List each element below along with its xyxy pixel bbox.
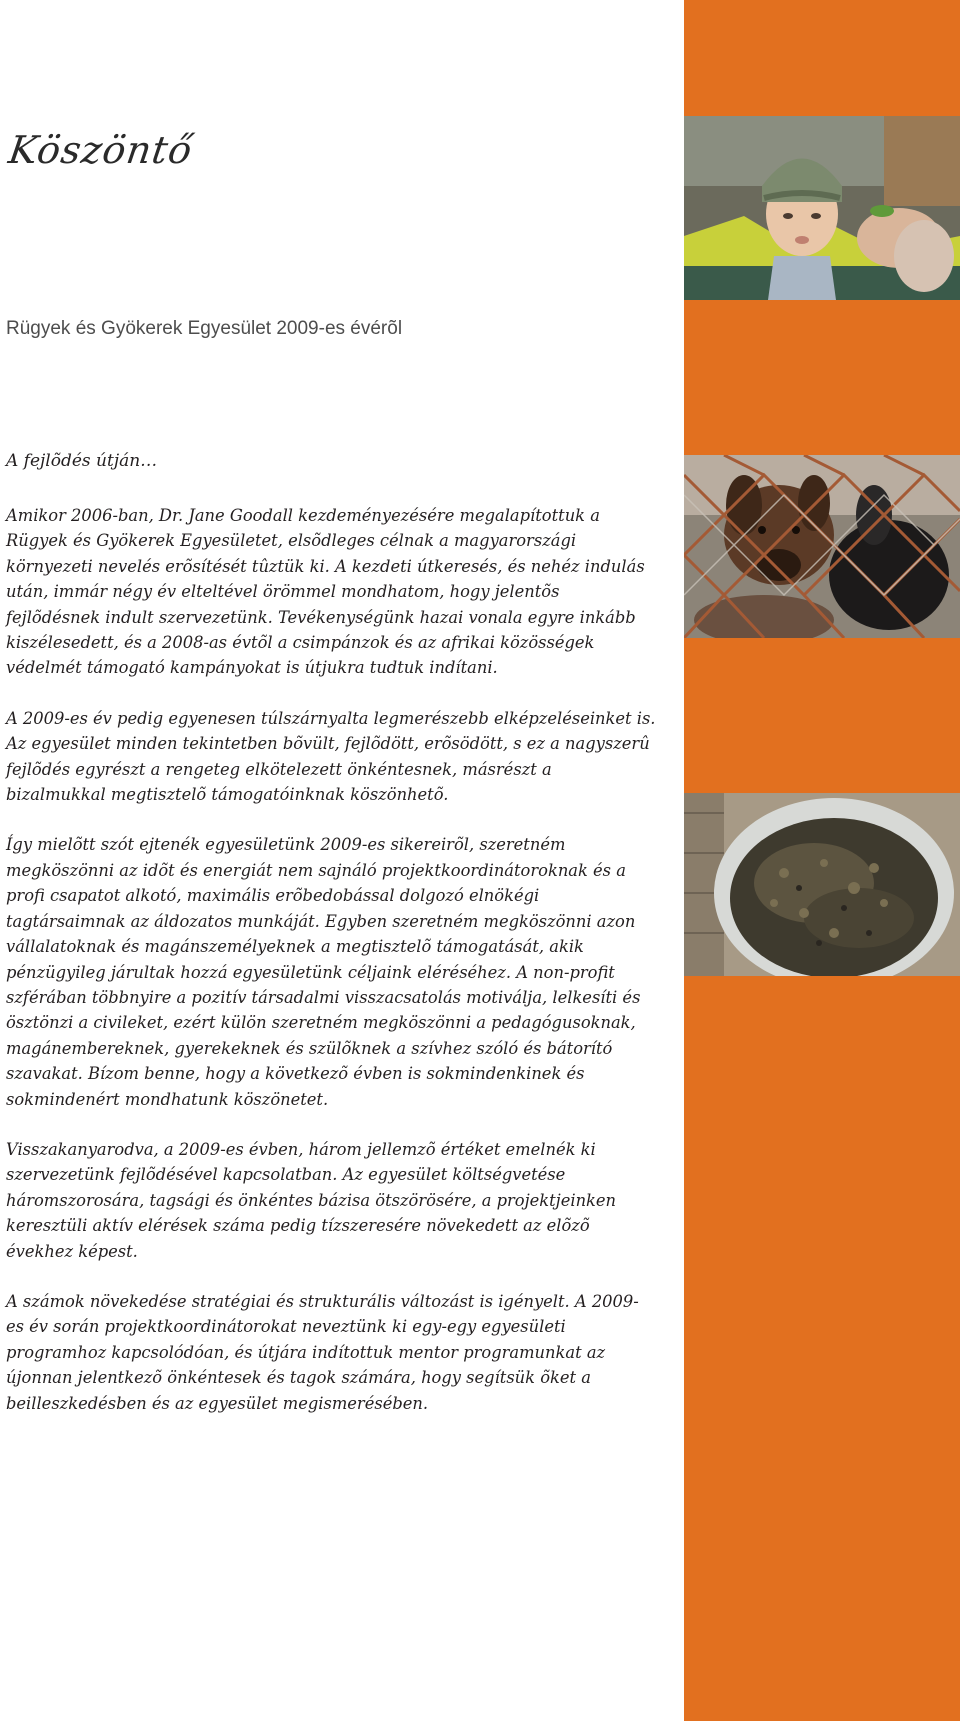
body-text xyxy=(6,503,656,1441)
dogs-behind-fence-photo xyxy=(684,455,960,638)
section-title: A fejlõdés útján… xyxy=(6,451,158,471)
page-subtitle: Rügyek és Gyökerek Egyesület 2009-es évérõl xyxy=(6,318,403,339)
paragraph: Így mielõtt szót ejtenék egyesületünk 2009-es sikereirõl, szeretném megköszönni az idõt és energiát nem sajnáló projektkoordinátoroknak és a profi csapatot alkotó, maximális erõbedobással dolgozó elnökégi tagtársaimnak az áldozatos munkáját. Egyben szeretném megköszönni azon vállalatoknak és magánszemélyeknek a megtisztelõ támogatását, akik pénzügyileg járultak hozzá egyesületünk céljaink eléréséhez. A non-profit szférában többnyire a pozitív társadalmi visszacsatolás motiválja, lelkesíti és ösztönzi a civileket, ezért külön szeretném megköszönni a pedagógusoknak, magánembereknek, gyerekeknek és szülõknek a szívhez szóló és bátorító szavakat. Bízom benne, hogy a következõ évben is sokmindenkinek és sokmindenért mondhatunk köszönetet. xyxy=(6,835,641,1109)
paragraph: A számok növekedése stratégiai és strukturális változást is igényelt. A 2009-es év során projektkoordinátorokat neveztünk ki egy-egy egyesületi programhoz kapcsolódóan, és útjára indítottuk mentor programunkat az újonnan jelentkezõ önkéntesek és tagok számára, hogy segítsük õket a beilleszkedésben és az egyesület megismerésében. xyxy=(6,1291,639,1413)
orange-sidebar xyxy=(684,0,960,1721)
bucket-of-soil-photo xyxy=(684,793,960,976)
paragraph: A 2009-es év pedig egyenesen túlszárnyalta legmerészebb elképzeléseinket is. Az egyesület minden tekintetben bõvült, fejlõdött, erõsödött, s ez a nagyszerû fejlõdés egyrészt a rengeteg elkötelezett önkéntesnek, másrészt a bizalmukkal megtisztelõ támogatóinknak köszönhetõ. xyxy=(6,708,656,805)
page-heading: Köszöntő xyxy=(6,128,196,172)
paragraph: Amikor 2006-ban, Dr. Jane Goodall kezdeményezésére megalapítottuk a Rügyek és Gyökerek Egyesületet, elsõdleges célnak a magyarországi környezeti nevelés erõsítését tûztük ki. A kezdeti útkeresés, és nehéz indulás után, immár négy év elteltével örömmel mondhatom, hogy jelentõs fejlõdésnek indult szervezetünk. Tevékenységünk hazai vonala egyre inkább kiszélesedett, és a 2008-as évtõl a csimpánzok és az afrikai közösségek védelmét támogató kampányokat is útjukra tudtuk indítani. xyxy=(6,506,645,678)
paragraph: Visszakanyarodva, a 2009-es évben, három jellemzõ értéket emelnék ki szervezetünk fejlõdésével kapcsolatban. Az egyesület költségvetése háromszorosára, tagsági és önkéntes bázisa ötszörösére, a projektjeinken keresztüli aktív elérések száma pedig tízszeresére növekedett az elõzõ évekhez képest. xyxy=(6,1139,617,1261)
child-with-frog-photo xyxy=(684,116,960,300)
